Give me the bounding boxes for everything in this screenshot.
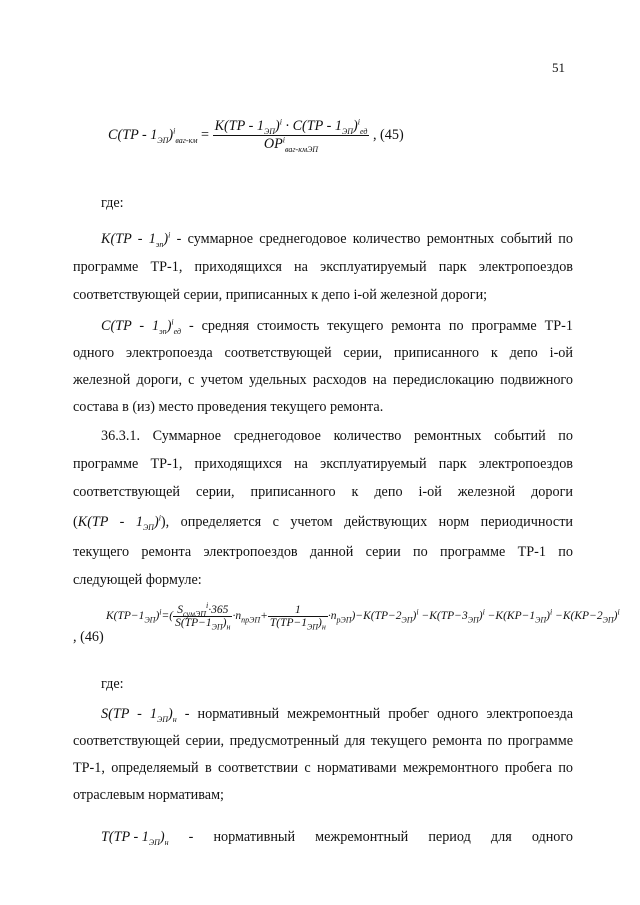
formula-46: $K(TP-1_{ЭП})^i=$( $\frac{S_{сумЭП}^i\cdot 365}{S(TP-1_{ЭП})_н}$ $\cdot n_{прЭП}+$ $\frac{1}{T(TP-1_{ЭП})_н}$ $\cdot n_{рЭП})-K(TP-2_{ЭП})^i -K(TP-3_{ЭП})^i -K(KP-1_{ЭП})^i -K(KP-2_{ЭП})^i$ <box>106 601 620 632</box>
paragraph-3631-line-4: $(K(TP - 1_{ЭП})^i)$, определяется с учетом действующих норм периодичности <box>73 513 573 532</box>
paragraph-3631-line-1: 36.3.1. Суммарное среднегодовое количество ремонтных событий по <box>101 428 573 444</box>
formula-45-equals: = <box>201 126 210 143</box>
definition-t-line-1: $T(TP - 1_{ЭП})_н$ - нормативный межремонтный период для одного <box>101 829 573 847</box>
symbol-t: $T(TP - 1_{ЭП})_н$ <box>101 829 169 847</box>
paragraph-3631-line-2: программе ТР-1, приходящихся на эксплуатируемый парк электропоездов <box>73 456 573 472</box>
definition-c-line-4: состава в (из) место проведения текущего ремонта. <box>73 399 384 415</box>
page-number: 51 <box>552 60 565 75</box>
where-label-2: где: <box>101 676 124 692</box>
formula-45 <box>108 118 404 153</box>
definition-k-line-1: $K(TP - 1_{эп})^i$ - суммарное среднегодовое количество ремонтных событий по <box>101 230 573 249</box>
symbol-s: $S(TP - 1_{ЭП})_н$ <box>101 706 177 724</box>
definition-s-line-4: отраслевым нормативам; <box>73 787 224 803</box>
where-label-1: где: <box>101 195 124 211</box>
definition-k-line-2: программе ТР-1, приходящихся на эксплуатируемый парк электропоездов <box>73 259 573 275</box>
formula-46-label: , (46) <box>73 629 104 645</box>
definition-s-line-3: ТР-1, определяемый в соответствии с нормативами межремонтного пробега по <box>73 760 573 776</box>
symbol-c: $C(TP - 1_{эп})^i_{ед}$ <box>101 317 182 336</box>
paragraph-3631-line-6: следующей формуле: <box>73 572 202 588</box>
definition-k-line-3: соответствующей серии, приписанных к депо i-ой железной дороги; <box>73 287 488 303</box>
definition-s-line-2: соответствующей серии, предусмотренный для текущего ремонта по программе <box>73 733 573 749</box>
symbol-k-inline: $K(TP - 1_{ЭП})^i$ <box>77 513 161 532</box>
formula-45-label: , (45) <box>372 126 404 143</box>
definition-c-line-2: одного электропоезда соответствующей серии, приписанного к депо i-ой <box>73 345 573 361</box>
formula-45-lhs: $C(TP - 1_{ЭП})^i_{ваг-км}$ <box>108 126 198 145</box>
formula-45-numerator: $K(TP - 1_{ЭП})^i \cdot C(TP - 1_{ЭП})^i_{ед}$ <box>214 117 368 136</box>
symbol-k: $K(TP - 1_{эп})^i$ <box>101 230 171 249</box>
definition-c-line-3: железной дороги, с учетом удельных расходов на передислокацию подвижного <box>73 372 573 388</box>
formula-46-fraction-2: $\frac{1}{T(TP-1_{ЭП})_н}$ <box>269 604 326 632</box>
formula-45-denominator: $OP^i_{ваг-кмЭП}$ <box>263 135 319 154</box>
formula-46-fraction-1: $\frac{S_{сумЭП}^i\cdot 365}{S(TP-1_{ЭП})_н}$ <box>175 601 231 632</box>
definition-s-line-1: $S(TP - 1_{ЭП})_н$ - нормативный межремонтный пробег одного электропоезда <box>101 706 573 724</box>
formula-45-fraction <box>213 118 370 153</box>
definition-c-line-1: $C(TP - 1_{эп})^i_{ед}$ - средняя стоимость текущего ремонта по программе ТР-1 <box>101 317 573 336</box>
paragraph-3631-line-3: соответствующей серии, приписанного к депо i-ой железной дороги <box>73 484 573 500</box>
paragraph-3631-line-5: текущего ремонта электропоездов данной серии по программе ТР-1 по <box>73 544 573 560</box>
